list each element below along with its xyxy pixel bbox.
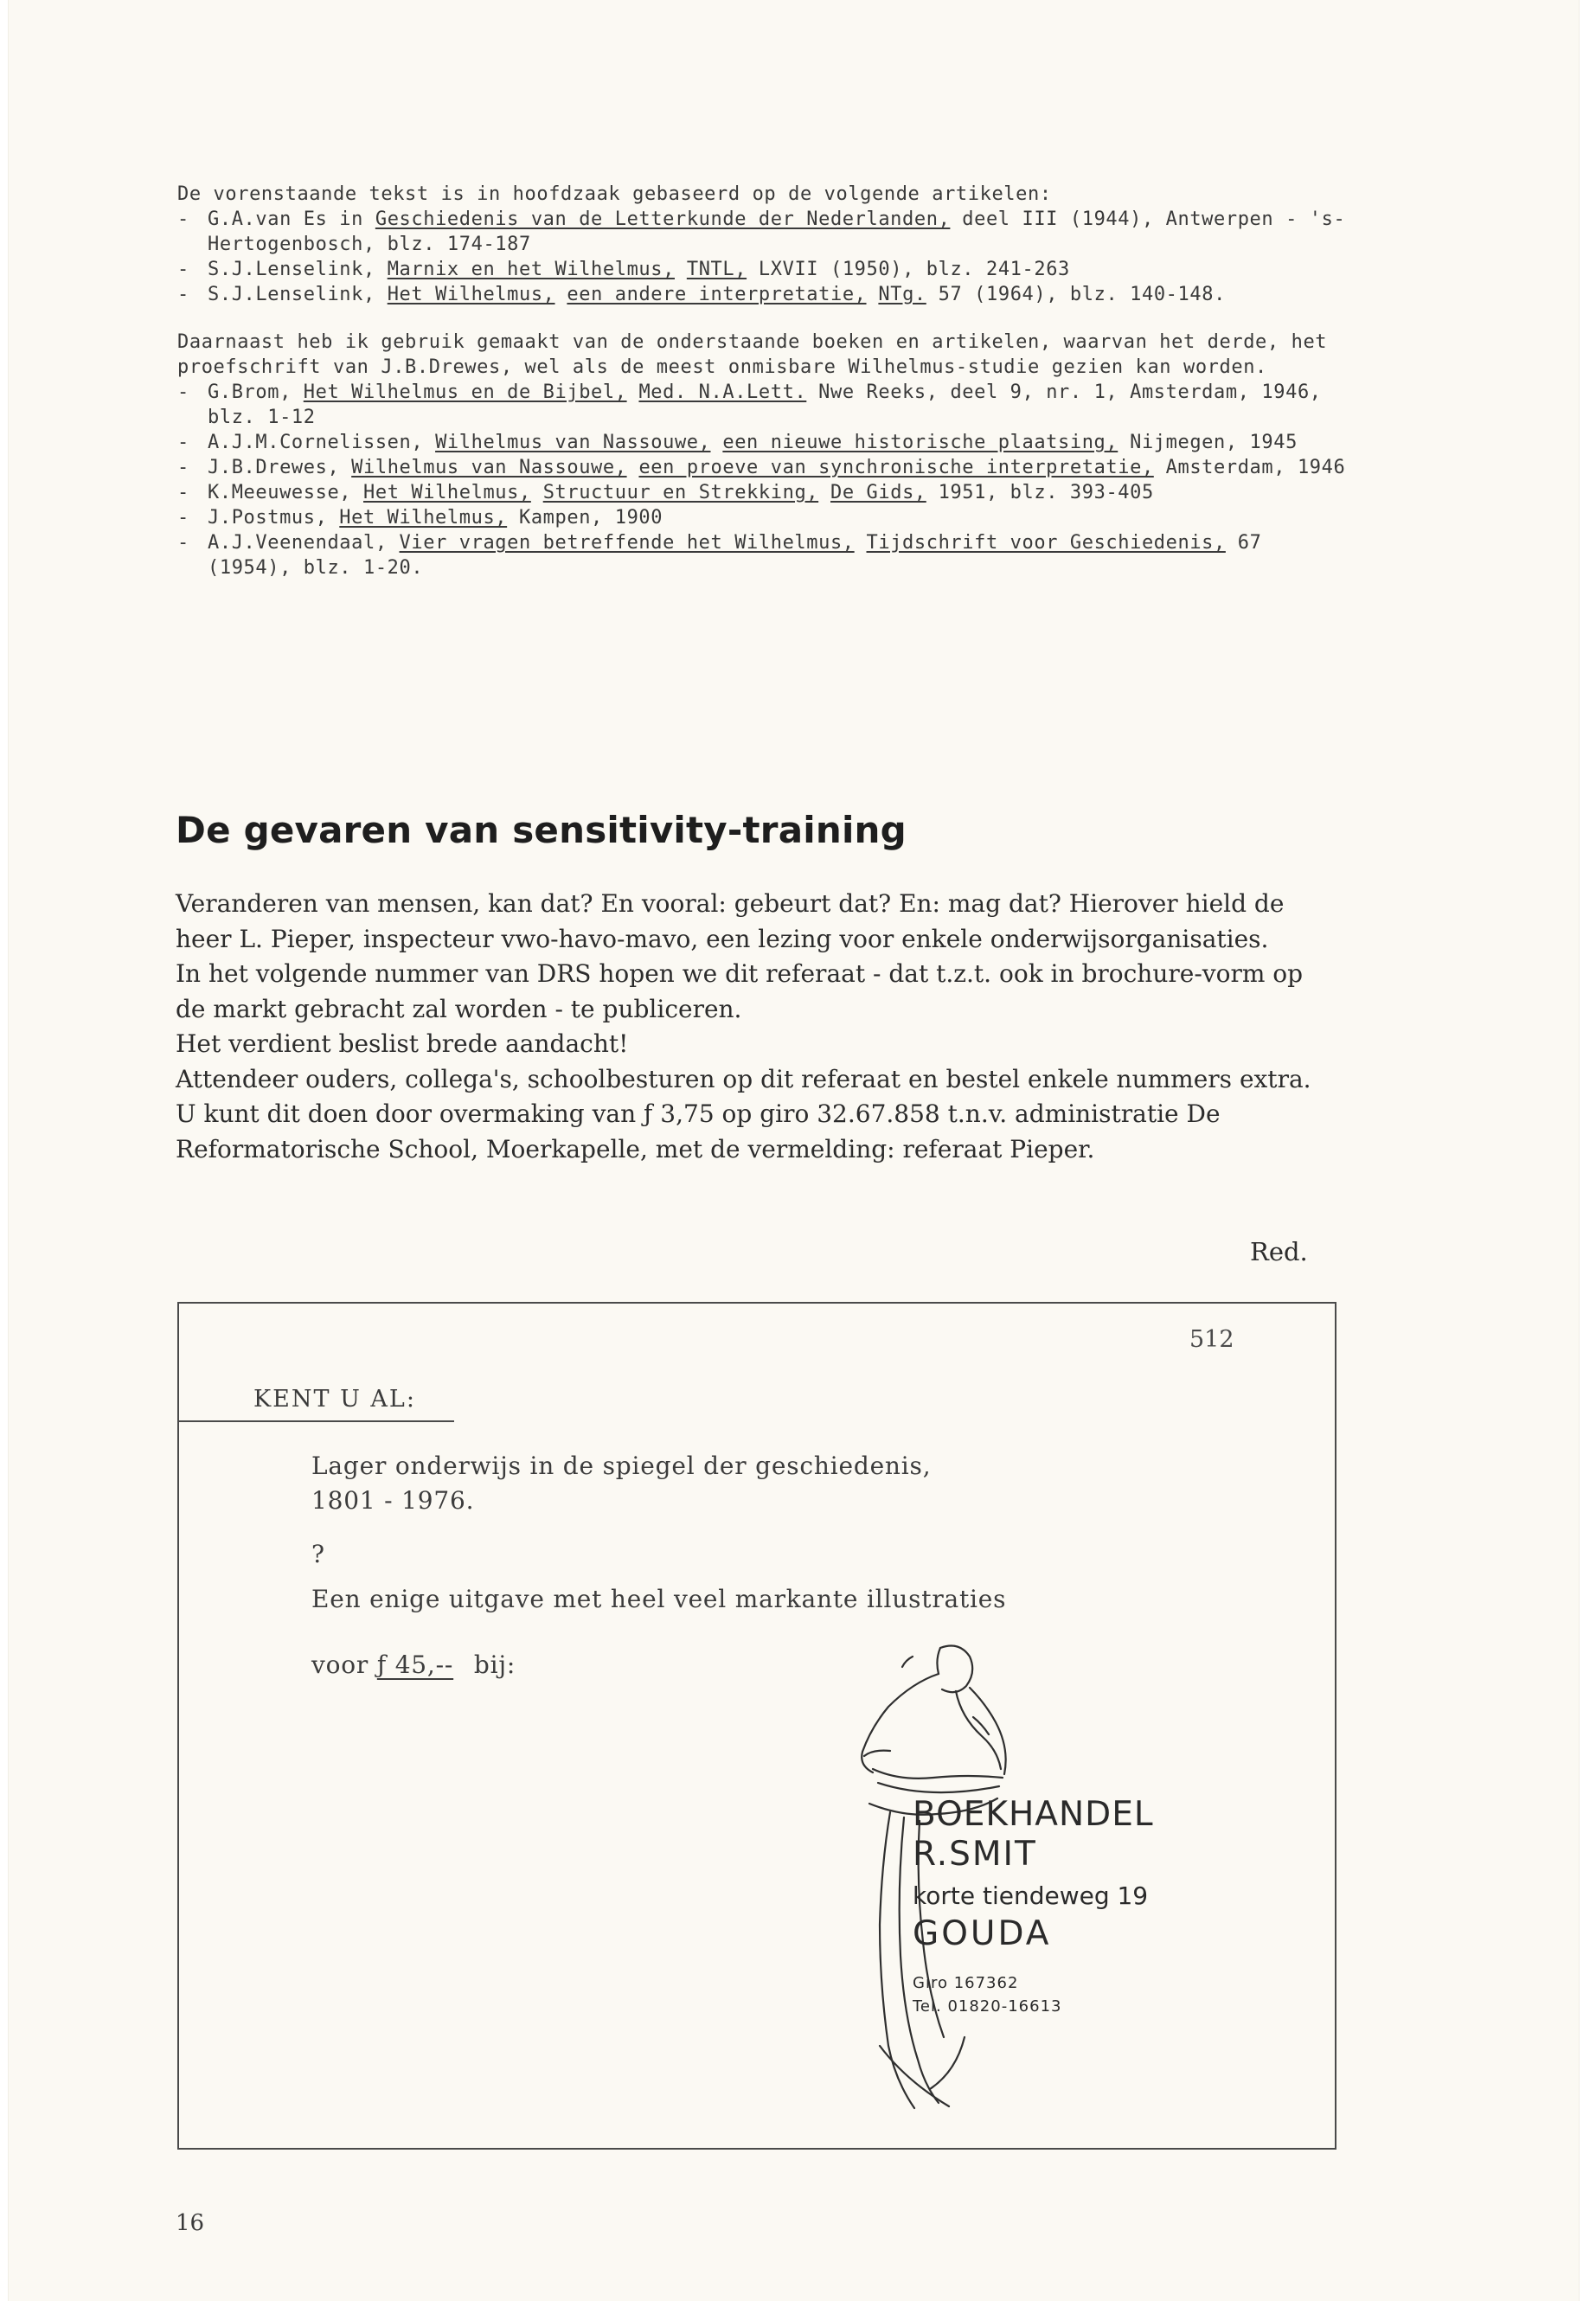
- advertisement-text: [311, 1449, 1220, 1617]
- reference-item: - J.B.Drewes, Wilhelmus van Nassouwe, een proeve van synchronische interpretatie, Amsterdam, 1946: [177, 457, 1346, 478]
- book-title-line: Lager onderwijs in de spiegel der geschiedenis,: [311, 1452, 932, 1480]
- shop-name: BOEKHANDEL: [913, 1795, 1154, 1834]
- advertisement-box: [177, 1302, 1336, 2150]
- book-description: Een enige uitgave met heel veel markante illustraties: [311, 1585, 1007, 1613]
- page-number: 16: [176, 2210, 205, 2236]
- article-paragraph: In het volgende nummer van DRS hopen we dit referaat - dat t.z.t. ook in brochure-vorm op de markt gebracht zal worden - te publiceren.: [176, 959, 1304, 1023]
- article-heading: De gevaren van sensitivity-training: [176, 809, 907, 851]
- shop-city: GOUDA: [913, 1914, 1052, 1953]
- price-line: [311, 1650, 516, 1679]
- reference-item: - A.J.Veenendaal, Vier vragen betreffende het Wilhelmus, Tijdschrift voor Geschiedenis, 67 (1954), blz. 1-20.: [177, 532, 1262, 579]
- price-suffix: bij:: [473, 1650, 516, 1679]
- article-paragraph: Het verdient beslist brede aandacht!: [176, 1029, 629, 1058]
- advertisement-number: 512: [1189, 1326, 1234, 1353]
- shop-street: korte tiendeweg 19: [913, 1881, 1149, 1910]
- bibliography-section: [177, 182, 1354, 580]
- price-label: voor: [311, 1650, 369, 1679]
- article-body: [176, 887, 1339, 1167]
- reference-item: - K.Meeuwesse, Het Wilhelmus, Structuur en Strekking, De Gids, 1951, blz. 393-405: [177, 482, 1154, 503]
- question-mark: ?: [311, 1540, 325, 1568]
- advertisement-kicker: KENT U AL:: [253, 1386, 416, 1413]
- bibliography-paragraph: Daarnaast heb ik gebruik gemaakt van de onderstaande boeken en artikelen, waarvan het derde, het proefschrift van J.B.Drewes, wel als de meest onmisbare Wilhelmus-studie gezien kan worden.: [177, 331, 1328, 378]
- reference-item: - S.J.Lenselink, Het Wilhelmus, een andere interpretatie, NTg. 57 (1964), blz. 140-148.: [177, 284, 1226, 305]
- reference-item: - A.J.M.Cornelissen, Wilhelmus van Nassouwe, een nieuwe historische plaatsing, Nijmegen, 1945: [177, 432, 1298, 453]
- reference-list-primary: [177, 207, 1354, 307]
- bibliography-lead: De vorenstaande tekst is in hoofdzaak gebaseerd op de volgende artikelen:: [177, 183, 1052, 205]
- article-paragraph: Attendeer ouders, collega's, schoolbesturen op dit referaat en bestel enkele nummers extra. U kunt dit doen door overmaking van ƒ 3,75 op giro 32.67.858 t.n.v. administratie De Reformatorische School, Moerkapelle, met de vermelding: referaat Pieper.: [176, 1064, 1311, 1163]
- price-value: ƒ 45,--: [376, 1650, 454, 1679]
- shop-phone: Tel. 01820-16613: [913, 1997, 1062, 2016]
- article-paragraph: Veranderen van mensen, kan dat? En vooral: gebeurt dat? En: mag dat? Hierover hield de heer L. Pieper, inspecteur vwo-havo-mavo, een lezing voor enkele onderwijsorganisaties.: [176, 889, 1285, 953]
- bookshop-address: [913, 1795, 1154, 2018]
- reference-item: - G.A.van Es in Geschiedenis van de Letterkunde der Nederlanden, deel III (1944), Antwerpen - 's-Hertogenbosch, blz. 174-187: [177, 208, 1346, 255]
- editor-signature: Red.: [1250, 1237, 1308, 1266]
- reference-item: - J.Postmus, Het Wilhelmus, Kampen, 1900: [177, 507, 663, 529]
- shop-owner: R.SMIT: [913, 1835, 1037, 1874]
- reference-item: - G.Brom, Het Wilhelmus en de Bijbel, Med. N.A.Lett. Nwe Reeks, deel 9, nr. 1, Amsterdam, 1946, blz. 1-12: [177, 381, 1322, 428]
- shop-giro: Giro 167362: [913, 1974, 1019, 1992]
- reference-item: - S.J.Lenselink, Marnix en het Wilhelmus, TNTL, LXVII (1950), blz. 241-263: [177, 259, 1070, 280]
- kicker-underline: [177, 1420, 454, 1422]
- reference-list-secondary: [177, 380, 1354, 580]
- book-title-years: 1801 - 1976.: [311, 1486, 475, 1515]
